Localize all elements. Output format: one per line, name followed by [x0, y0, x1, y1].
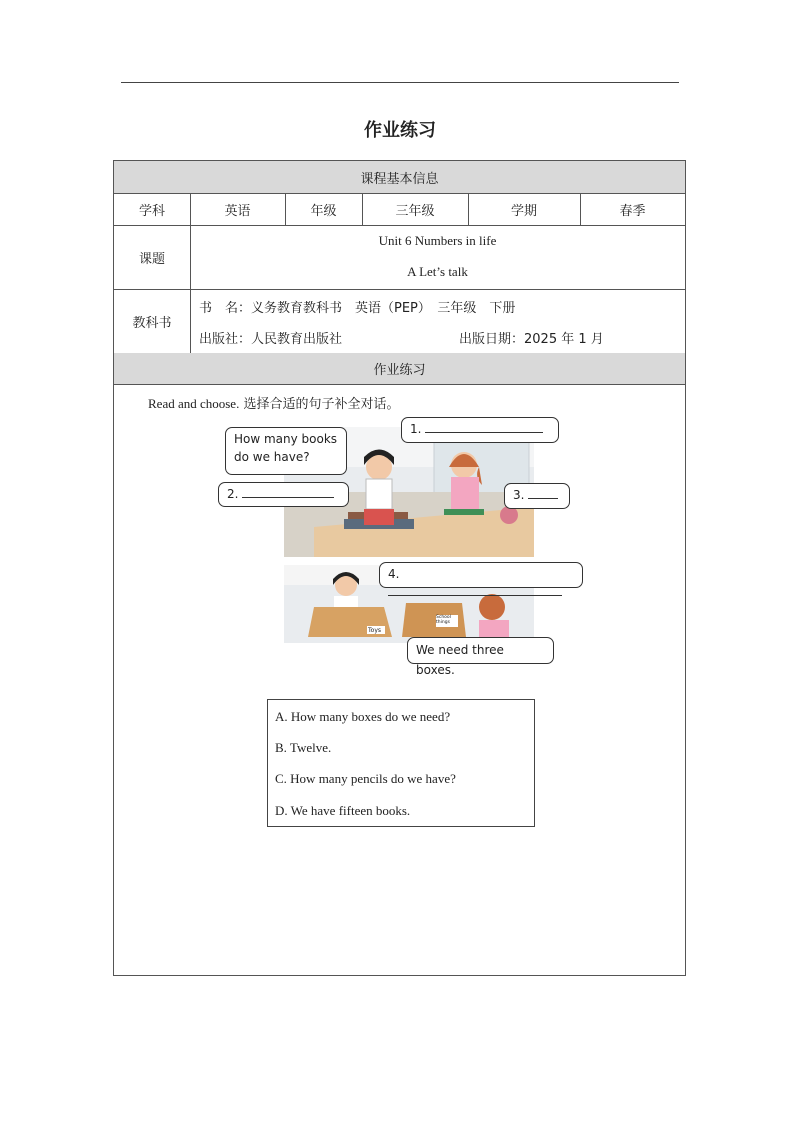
term-value: 春季 [619, 203, 646, 219]
textbook-label: 教科书 [132, 315, 172, 331]
instruction-en: Read and choose. [148, 396, 240, 411]
box-label-school-things: School things [436, 615, 451, 625]
instruction-zh: 选择合适的句子补全对话。 [243, 397, 400, 412]
blank-3-line[interactable] [528, 486, 558, 499]
worksheet-table [113, 160, 686, 976]
option-b[interactable]: B. Twelve. [275, 740, 332, 755]
blank-2-line[interactable] [242, 485, 334, 498]
grade-label: 年级 [310, 203, 337, 219]
option-a[interactable]: A. How many boxes do we need? [275, 709, 451, 724]
subject-value: 英语 [224, 203, 251, 219]
question-line-1: How many books [234, 432, 338, 446]
topic-lesson: A Let’s talk [407, 264, 468, 279]
options-box [267, 699, 535, 827]
topic-label: 课题 [138, 251, 165, 267]
course-info-header: 课程基本信息 [114, 161, 685, 193]
term-label: 学期 [510, 203, 537, 219]
exercise-header: 作业练习 [114, 353, 685, 384]
exercise-instruction [148, 393, 400, 412]
header-rule [121, 82, 679, 83]
box-label-toys: Toys [368, 627, 381, 634]
answer-blank-2[interactable] [218, 482, 349, 507]
option-c[interactable]: C. How many pencils do we have? [275, 771, 456, 786]
blank-4-number: 4. [388, 567, 400, 581]
answer-bubble: We need three boxes. [407, 637, 554, 664]
blank-4-line[interactable] [388, 583, 562, 596]
topic-unit: Unit 6 Numbers in life [378, 233, 497, 248]
answer-blank-3[interactable] [504, 483, 570, 509]
page-title: 作业练习 [364, 120, 436, 141]
option-d[interactable]: D. We have fifteen books. [275, 803, 411, 818]
answer-blank-4[interactable] [379, 562, 583, 588]
question-bubble [225, 427, 347, 475]
answer-blank-1[interactable] [401, 417, 559, 443]
publisher: 出版社：人民教育出版社 [199, 332, 343, 347]
question-line-2: do we have? [234, 450, 310, 464]
book-name: 书 名：义务教育教科书 英语（PEP） 三年级 下册 [199, 301, 516, 316]
blank-1-number: 1. [410, 422, 422, 436]
grade-value: 三年级 [395, 203, 435, 219]
blank-2-number: 2. [227, 487, 239, 501]
blank-3-number: 3. [513, 488, 525, 502]
publish-date: 出版日期：2025 年 1 月 [459, 332, 604, 347]
subject-label: 学科 [138, 203, 165, 219]
blank-1-line[interactable] [425, 420, 543, 433]
